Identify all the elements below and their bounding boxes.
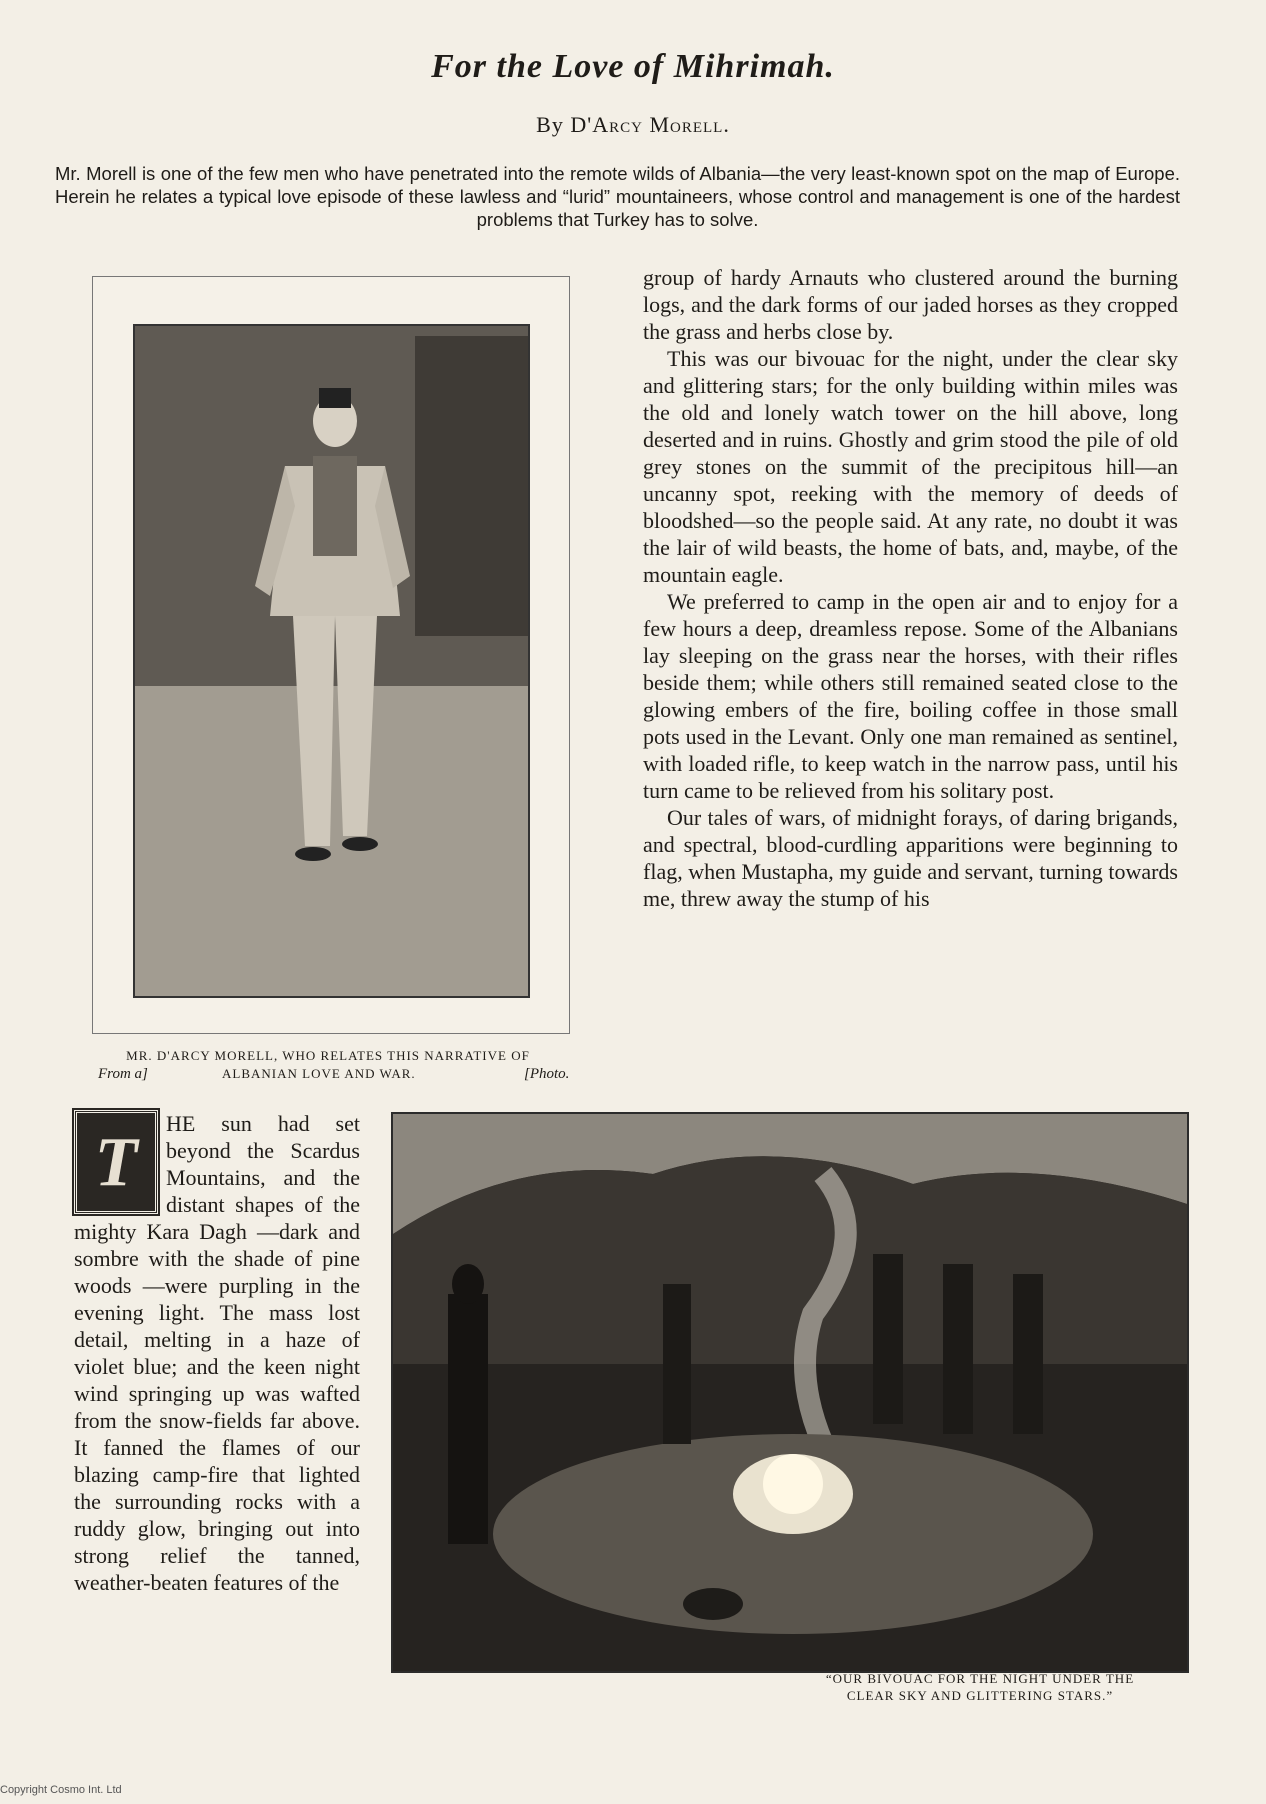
paragraph: This was our bivouac for the night, under the clear sky and glittering stars; for the only building within miles was the old and lonely watch tower on the hill above, long deserted and in ruins. Ghostly and grim stood the pile of old grey stones on the summit of the precipitous hill—an uncanny spot, reeking with the memory of deeds of bloodshed—so the people said. At any rate, no doubt it was the lair of wild beasts, the home of bats, and, maybe, of the mountain eagle.	[643, 346, 1178, 587]
opening-paragraph: HE sun had set beyond the Scardus Mountains, and the distant shapes of the mighty Kara Dagh —dark and sombre with the shade of pine woods —were purpling in the evening light. The mass lost detail, melting in a haze of violet blue; and the keen night wind springing up was wafted from the snow-fields far above. It fanned the flames of our blazing camp-fire that lighted the surrounding rocks with a ruddy glow, bringing out into strong relief the tanned, weather-beaten features of the	[74, 1111, 360, 1595]
photo-credit-left: From a]	[98, 1066, 148, 1082]
byline-author: D'Arcy Morell.	[570, 112, 730, 137]
illustration-caption-line1: “OUR BIVOUAC FOR THE NIGHT UNDER THE	[825, 1671, 1135, 1686]
byline-prefix: By	[536, 112, 564, 137]
photo-caption-line1: MR. D'ARCY MORELL, WHO RELATES THIS NARRATIVE OF	[126, 1048, 530, 1063]
article-title: For the Love of Mihrimah.	[431, 48, 835, 85]
intro-paragraph: Mr. Morell is one of the few men who have penetrated into the remote wilds of Albania—the very least-known spot on the map of Europe. Herein he relates a typical love episode of these lawless and “lurid” mountaineers, whose control and management is one of the hardest problems that Turkey has to solve.	[55, 163, 1180, 230]
photo-credit-right: [Photo.	[524, 1066, 570, 1082]
paragraph: We preferred to camp in the open air and to enjoy for a few hours a deep, dreamless repose. Some of the Albanians lay sleeping on the grass near the horses, with their rifles beside them; while others still remained seated close to the glowing embers of the fire, boiling coffee in those small pots used in the Levant. Only one man remained as sentinel, with loaded rifle, to keep watch in the narrow pass, until his turn came to be relieved from his solitary post.	[643, 589, 1178, 803]
drop-cap	[74, 1110, 158, 1214]
campfire-illustration	[391, 1112, 1189, 1673]
photo-caption-text2: ALBANIAN LOVE AND WAR.	[222, 1066, 416, 1081]
right-column	[643, 264, 1178, 912]
copyright-notice: Copyright Cosmo Int. Ltd	[0, 1784, 122, 1796]
paragraph: Our tales of wars, of midnight forays, of daring brigands, and spectral, blood-curdling apparitions were beginning to flag, when Mustapha, my guide and servant, turning towards me, threw away the stump of his	[643, 805, 1178, 911]
drop-cap-letter: T	[94, 1123, 138, 1201]
illustration-caption	[780, 1670, 1180, 1704]
left-column	[74, 1110, 360, 1596]
paragraph: group of hardy Arnauts who clustered around the burning logs, and the dark forms of our jaded horses as they cropped the grass and herbs close by.	[643, 265, 1178, 344]
portrait-photo	[133, 324, 530, 998]
byline	[0, 112, 1266, 138]
illustration-caption-line2: CLEAR SKY AND GLITTERING STARS.”	[846, 1688, 1114, 1703]
